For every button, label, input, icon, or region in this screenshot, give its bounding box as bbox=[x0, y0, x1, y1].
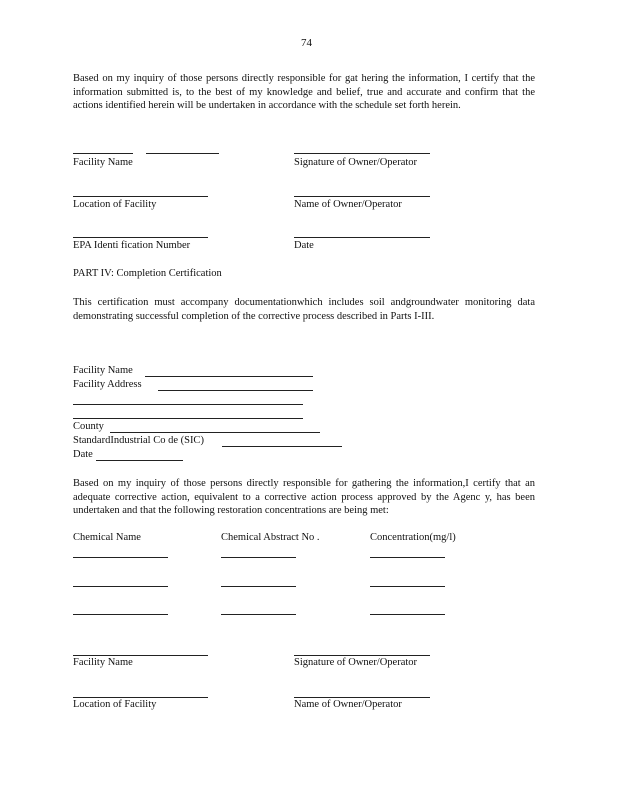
signature-line bbox=[73, 153, 133, 154]
location-label: Location of Facility bbox=[73, 199, 157, 210]
table-cell-line[interactable] bbox=[370, 586, 445, 587]
table-cell-line[interactable] bbox=[73, 557, 168, 558]
signature-line bbox=[73, 655, 208, 656]
signature-line bbox=[294, 697, 430, 698]
table-cell-line[interactable] bbox=[370, 557, 445, 558]
facility-address-field[interactable] bbox=[158, 390, 313, 391]
owner-name-label-2: Name of Owner/Operator bbox=[294, 699, 402, 710]
facility-name-label: Facility Name bbox=[73, 157, 133, 168]
signature-label-2: Signature of Owner/Operator bbox=[294, 657, 418, 668]
form-facility-name-label: Facility Name bbox=[73, 365, 133, 376]
location-label-2: Location of Facility bbox=[73, 699, 157, 710]
part4-heading: PART IV: Completion Certification bbox=[73, 268, 222, 279]
sic-code-label: StandardIndustrial Co de (SIC) bbox=[73, 435, 204, 446]
owner-name-label: Name of Owner/Operator bbox=[294, 199, 402, 210]
signature-line bbox=[294, 153, 430, 154]
table-cell-line[interactable] bbox=[221, 614, 296, 615]
facility-address-field-2[interactable] bbox=[73, 404, 303, 405]
date-label: Date bbox=[294, 240, 314, 251]
facility-name-label-2: Facility Name bbox=[73, 657, 133, 668]
date-field[interactable] bbox=[96, 460, 183, 461]
table-cell-line[interactable] bbox=[221, 557, 296, 558]
signature-line bbox=[294, 655, 430, 656]
form-date-label: Date bbox=[73, 449, 93, 460]
facility-name-field[interactable] bbox=[145, 376, 313, 377]
chemical-name-header: Chemical Name bbox=[73, 532, 141, 543]
table-cell-line[interactable] bbox=[370, 614, 445, 615]
signature-line bbox=[73, 697, 208, 698]
facility-address-field-3[interactable] bbox=[73, 418, 303, 419]
table-cell-line[interactable] bbox=[221, 586, 296, 587]
chemical-abstract-header: Chemical Abstract No . bbox=[221, 532, 320, 543]
epa-id-label: EPA Identi fication Number bbox=[73, 240, 191, 251]
signature-label: Signature of Owner/Operator bbox=[294, 157, 418, 168]
concentration-header: Concentration(mg/l) bbox=[370, 532, 456, 543]
table-cell-line[interactable] bbox=[73, 586, 168, 587]
signature-line bbox=[73, 237, 208, 238]
page-number: 74 bbox=[301, 37, 312, 49]
certification-paragraph-1: Based on my inquiry of those persons directly responsible for gat hering the information, I certify that the information submitted is, to the best of my knowledge and belief, true and accurate and confirm that the actions identified herein will be undertaken in accordance with the schedule set forth herein. bbox=[73, 73, 535, 112]
county-field[interactable] bbox=[110, 432, 320, 433]
part4-paragraph: This certification must accompany documentationwhich includes soil andgroundwater monitoring data demonstrating successful completion of the corrective process described in Parts I-III. bbox=[73, 297, 535, 322]
signature-line bbox=[294, 237, 430, 238]
signature-line bbox=[146, 153, 219, 154]
form-facility-address-label: Facility Address bbox=[73, 379, 142, 390]
certification-paragraph-2: Based on my inquiry of those persons directly responsible for gathering the information,I certify that an adequate corrective action, equivalent to a corrective action process approved by the Agenc y, has been undertaken and that the following restoration concentrations are being met: bbox=[73, 478, 535, 517]
county-label: County bbox=[73, 421, 104, 432]
table-cell-line[interactable] bbox=[73, 614, 168, 615]
signature-line bbox=[73, 196, 208, 197]
sic-code-field[interactable] bbox=[222, 446, 342, 447]
signature-line bbox=[294, 196, 430, 197]
